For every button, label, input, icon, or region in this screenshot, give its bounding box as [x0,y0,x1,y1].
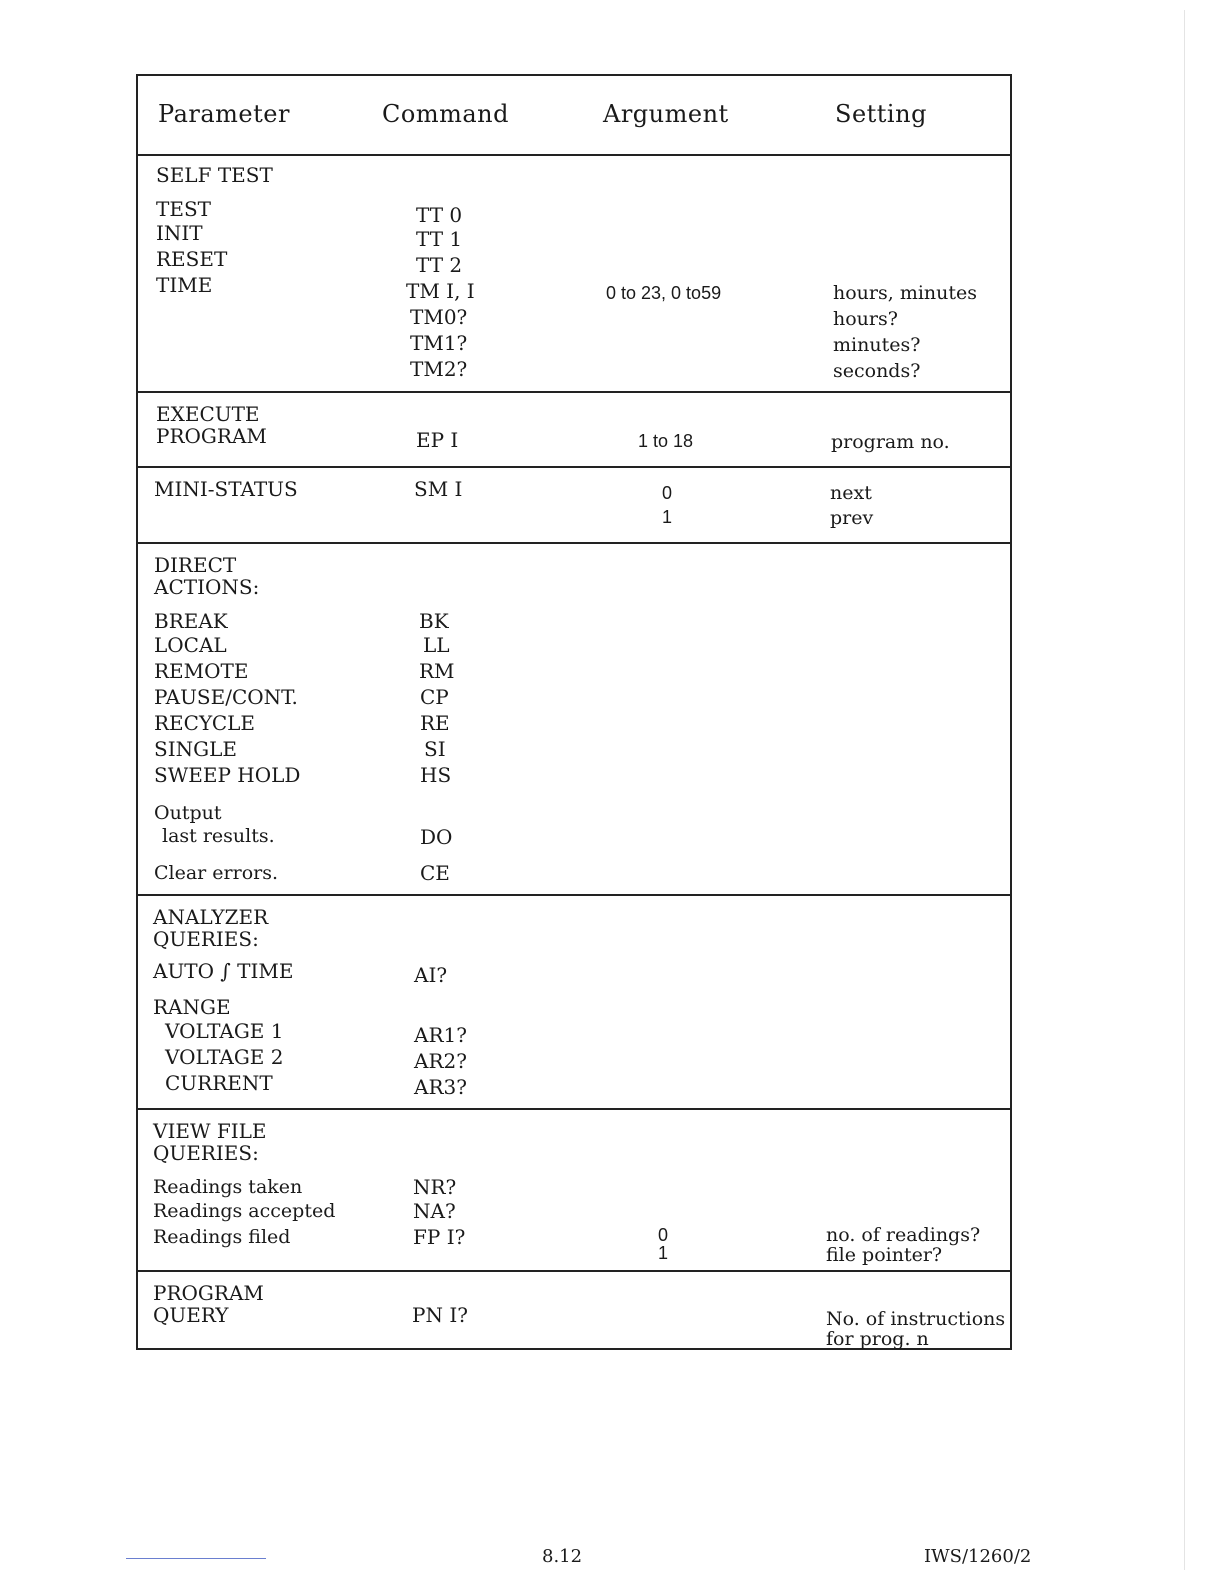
param-label: last results. [162,825,275,847]
header-setting: Setting [835,100,927,128]
section-title: EXECUTE [156,402,260,426]
command-value: HS [420,763,452,787]
param-label: SINGLE [154,737,237,761]
section-title: PROGRAM [153,1281,264,1305]
section-title: QUERIES: [153,1141,259,1165]
command-table [136,74,1012,1350]
section-program-query [138,1272,1010,1350]
command-value: TM0? [410,305,468,329]
param-label: Readings taken [153,1176,303,1198]
command-value: TM I, I [406,279,475,303]
header-argument: Argument [603,100,729,128]
section-title: DIRECT [154,553,237,577]
header-parameter: Parameter [158,100,290,128]
command-value: TT 0 [416,203,463,227]
table-header [138,76,1010,156]
command-value: EP I [416,428,459,452]
setting-value: prev [830,507,874,529]
argument-value: 1 [658,1243,669,1263]
param-label: Output [154,802,222,824]
command-value: CE [420,861,450,885]
page-number: 8.12 [542,1546,583,1567]
param-label: AUTO ∫ TIME [153,959,294,983]
section-title: VIEW FILE [153,1119,267,1143]
setting-value: file pointer? [826,1244,943,1266]
section-direct-actions [138,544,1010,896]
command-value: BK [419,609,449,633]
param-label: Readings filed [153,1226,291,1248]
document-code: IWS/1260/2 [924,1546,1032,1567]
argument-value: 1 [662,507,673,527]
command-value: LL [423,633,450,657]
setting-value: for prog. n [826,1328,929,1350]
setting-value: next [830,482,872,504]
setting-value: minutes? [833,334,921,356]
command-value: RE [420,711,450,735]
section-selftest [138,154,1010,393]
command-value: TM1? [410,331,468,355]
setting-value: No. of instructions [826,1308,1006,1330]
setting-value: seconds? [833,360,921,382]
section-mini-status [138,468,1010,544]
param-label: Readings accepted [153,1200,336,1222]
section-title: QUERY [153,1303,229,1327]
setting-value: hours, minutes [833,282,978,304]
command-value: SI [424,737,446,761]
command-value: PN I? [412,1303,468,1327]
command-value: NR? [413,1175,457,1199]
setting-value: no. of readings? [826,1224,981,1246]
command-value: NA? [413,1199,456,1223]
command-value: DO [420,825,453,849]
command-value: AR2? [414,1049,467,1073]
section-title: ACTIONS: [154,575,260,599]
param-label: LOCAL [154,633,227,657]
command-value: CP [420,685,449,709]
footer-rule [126,1558,266,1559]
section-view-file-queries [138,1110,1010,1272]
param-label: Clear errors. [154,862,279,884]
param-label: TEST [156,197,211,221]
param-label: VOLTAGE 1 [165,1019,284,1043]
section-analyzer-queries [138,896,1010,1110]
command-value: AR3? [414,1075,467,1099]
section-title: ANALYZER [153,905,269,929]
command-value: TT 1 [416,227,463,251]
param-label: TIME [156,273,213,297]
section-title: SELF TEST [156,163,273,187]
setting-value: hours? [833,308,898,330]
param-label: RECYCLE [154,711,255,735]
param-label: INIT [156,221,203,245]
argument-value: 0 [662,483,673,503]
command-value: TT 2 [416,253,463,277]
command-value: RM [419,659,455,683]
param-label: CURRENT [165,1071,273,1095]
section-execute-program [138,393,1010,468]
setting-value: program no. [831,431,950,453]
section-title: MINI-STATUS [154,477,298,501]
section-title: QUERIES: [153,927,259,951]
param-label: SWEEP HOLD [154,763,301,787]
param-label: PAUSE/CONT. [154,685,298,709]
argument-value: 1 to 18 [638,431,694,451]
command-value: TM2? [410,357,468,381]
command-value: AI? [414,963,448,987]
param-label: REMOTE [154,659,249,683]
param-label: VOLTAGE 2 [165,1045,284,1069]
command-value: SM I [414,477,463,501]
header-command: Command [382,100,509,128]
argument-value: 0 [658,1225,669,1245]
scan-edge [1184,10,1185,1570]
section-title: PROGRAM [156,424,267,448]
param-label: RESET [156,247,228,271]
command-value: AR1? [414,1023,467,1047]
param-label: BREAK [154,609,228,633]
param-label: RANGE [153,995,231,1019]
argument-value: 0 to 23, 0 to59 [606,283,722,303]
command-value: FP I? [413,1225,466,1249]
